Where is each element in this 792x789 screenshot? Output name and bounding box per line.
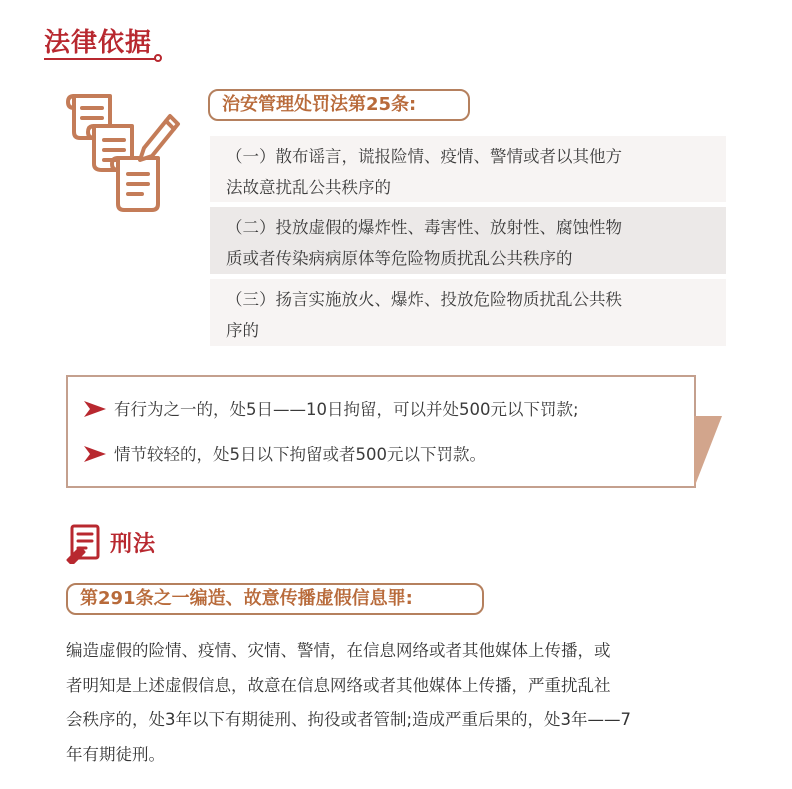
clause-item xyxy=(210,207,726,274)
box-fold-decoration xyxy=(694,416,722,488)
body-line: 会秩序的，处3年以下有期徒刑、拘役或者管制;造成严重后果的，处3年——7 xyxy=(66,710,632,729)
clause-line: 法故意扰乱公共秩序的 xyxy=(226,178,391,197)
clause-line: 序的 xyxy=(226,321,259,340)
body-line: 编造虚假的险情、疫情、灾情、警情，在信息网络或者其他媒体上传播，或 xyxy=(66,641,611,660)
clause-line: （二）投放虚假的爆炸性、毒害性、放射性、腐蚀性物 xyxy=(226,218,622,237)
criminal-law-heading: 第291条之一编造、故意传播虚假信息罪: xyxy=(66,583,484,615)
penalty-text: 有行为之一的，处5日——10日拘留，可以并处500元以下罚款; xyxy=(114,400,579,419)
clause-item xyxy=(210,136,726,202)
penalty-box xyxy=(66,375,696,488)
clause-line: （一）散布谣言，谎报险情、疫情、警情或者以其他方 xyxy=(226,147,622,166)
criminal-law-title: 刑法 xyxy=(110,532,157,557)
clause-line: 质或者传染病病原体等危险物质扰乱公共秩序的 xyxy=(226,249,573,268)
documents-pen-icon xyxy=(66,92,184,214)
clause-item xyxy=(210,279,726,346)
penalty-item xyxy=(84,396,579,420)
penalty-text: 情节较轻的，处5日以下拘留或者500元以下罚款。 xyxy=(114,445,486,464)
clause-line: （三）扬言实施放火、爆炸、投放危险物质扰乱公共秩 xyxy=(226,290,622,309)
body-line: 年有期徒刑。 xyxy=(66,744,165,764)
arrow-right-icon xyxy=(84,446,106,462)
section-title: 法律依据 xyxy=(44,28,153,58)
title-underline xyxy=(44,58,156,60)
security-law-heading: 治安管理处罚法第25条: xyxy=(208,89,470,121)
criminal-law-body xyxy=(66,634,734,772)
law-book-icon xyxy=(66,524,102,564)
arrow-right-icon xyxy=(84,401,106,417)
penalty-item xyxy=(84,441,486,465)
title-underline-dot xyxy=(154,54,162,62)
body-line: 者明知是上述虚假信息，故意在信息网络或者其他媒体上传播，严重扰乱社 xyxy=(66,675,611,695)
